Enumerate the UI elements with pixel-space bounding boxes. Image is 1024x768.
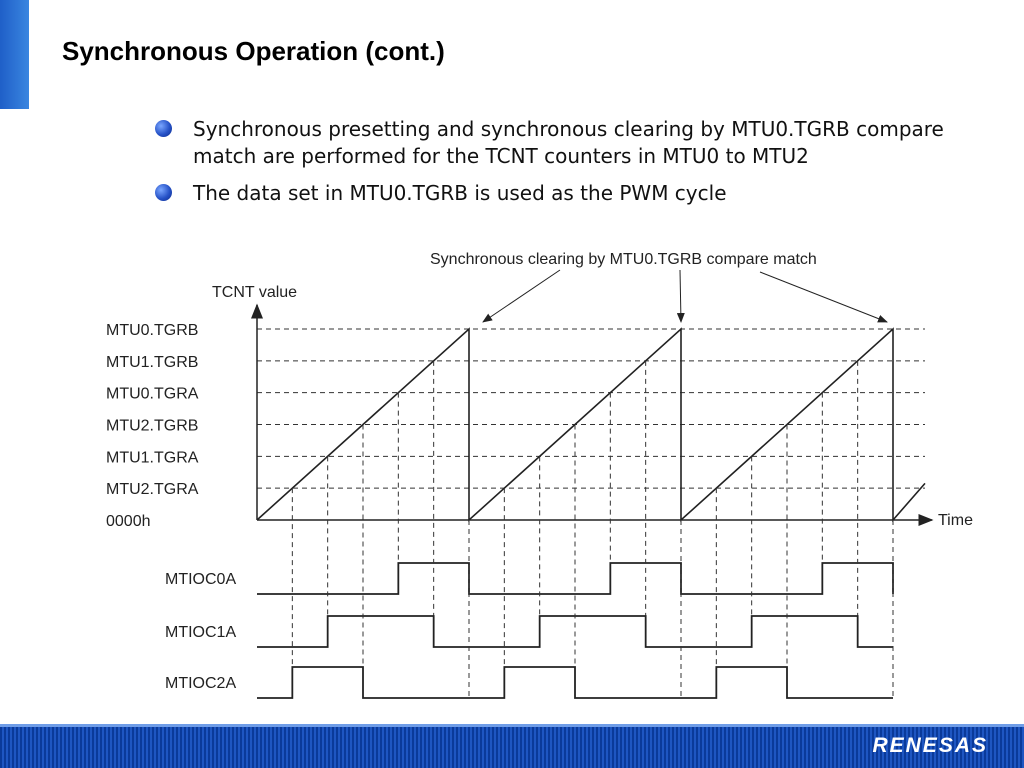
signal-waveform [257,667,893,698]
annotation-arrow [483,270,560,322]
x-axis-label: Time [938,512,973,529]
bullet-text: The data set in MTU0.TGRB is used as the PWM cycle [193,181,727,205]
annotation-arrow [760,272,887,322]
y-axis-label: TCNT value [212,284,298,301]
renesas-logo: RENESAS [872,734,988,757]
level-label: MTU0.TGRB [106,322,199,339]
signal-label: MTIOC0A [165,571,237,588]
bullet-text: Synchronous presetting and synchronous clearing by MTU0.TGRB compare match are performed for the TCNT counters in MTU0 to MTU2 [193,117,944,168]
annotation-arrow [680,270,681,322]
level-label: MTU1.TGRA [106,449,199,467]
level-label: MTU0.TGRA [106,385,199,403]
slide-title: Synchronous Operation (cont.) [62,36,445,66]
signal-label: MTIOC1A [165,624,237,641]
level-label: 0000h [106,513,151,530]
footer-band [0,727,1024,768]
level-label: MTU1.TGRB [106,353,199,371]
level-label: MTU2.TGRA [106,481,199,499]
annotation-text: Synchronous clearing by MTU0.TGRB compare match [430,251,817,268]
signal-label: MTIOC2A [165,675,237,692]
level-label: MTU2.TGRB [106,417,199,435]
